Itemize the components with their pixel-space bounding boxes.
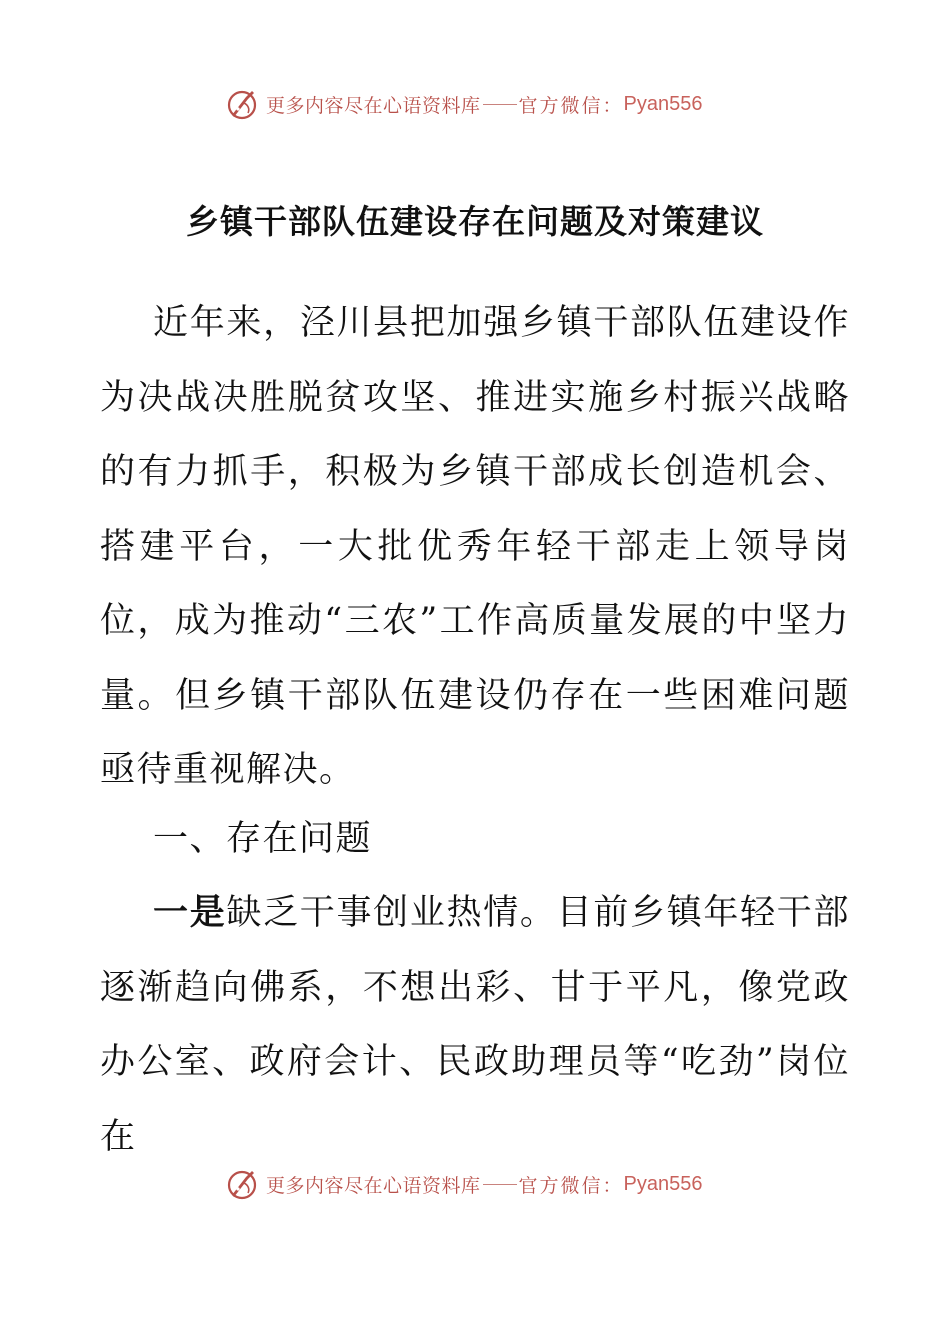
watermark-site-text: 更多内容尽在心语资料库	[266, 94, 481, 117]
watermark-label: 官方微信：	[518, 94, 624, 117]
watermark-wechat-id: Pyan556	[623, 1172, 703, 1195]
section-heading: 一、存在问题	[153, 819, 373, 859]
watermark-label: 官方微信：	[518, 1174, 624, 1197]
watermark-dash	[483, 1184, 517, 1185]
watermark-wechat-id: Pyan556	[623, 92, 703, 115]
header-watermark	[0, 84, 950, 124]
watermark-site-text: 更多内容尽在心语资料库	[266, 1174, 481, 1197]
point-one-text: 缺乏干事创业热情。目前乡镇年轻干部逐渐趋向佛系，不想出彩、甘于平凡，像党政办公室、政府会计、民政助理员等“吃劲”岗位在	[100, 893, 850, 1157]
point-one-lead: 一是	[153, 893, 227, 933]
pen-nib-logo-icon	[226, 87, 260, 121]
watermark-dash	[483, 104, 517, 105]
intro-paragraph: 近年来，泾川县把加强乡镇干部队伍建设作为决战决胜脱贫攻坚、推进实施乡村振兴战略的有力抓手，积极为乡镇干部成长创造机会、搭建平台，一大批优秀年轻干部走上领导岗位，成为推动“三农”工作高质量发展的中坚力量。但乡镇干部队伍建设仍存在一些困难问题亟待重视解决。	[100, 303, 850, 790]
footer-watermark	[0, 1164, 950, 1204]
point-one-paragraph	[100, 876, 850, 1174]
pen-nib-logo-icon	[226, 1167, 260, 1201]
document-title: 乡镇干部队伍建设存在问题及对策建议	[186, 202, 764, 241]
